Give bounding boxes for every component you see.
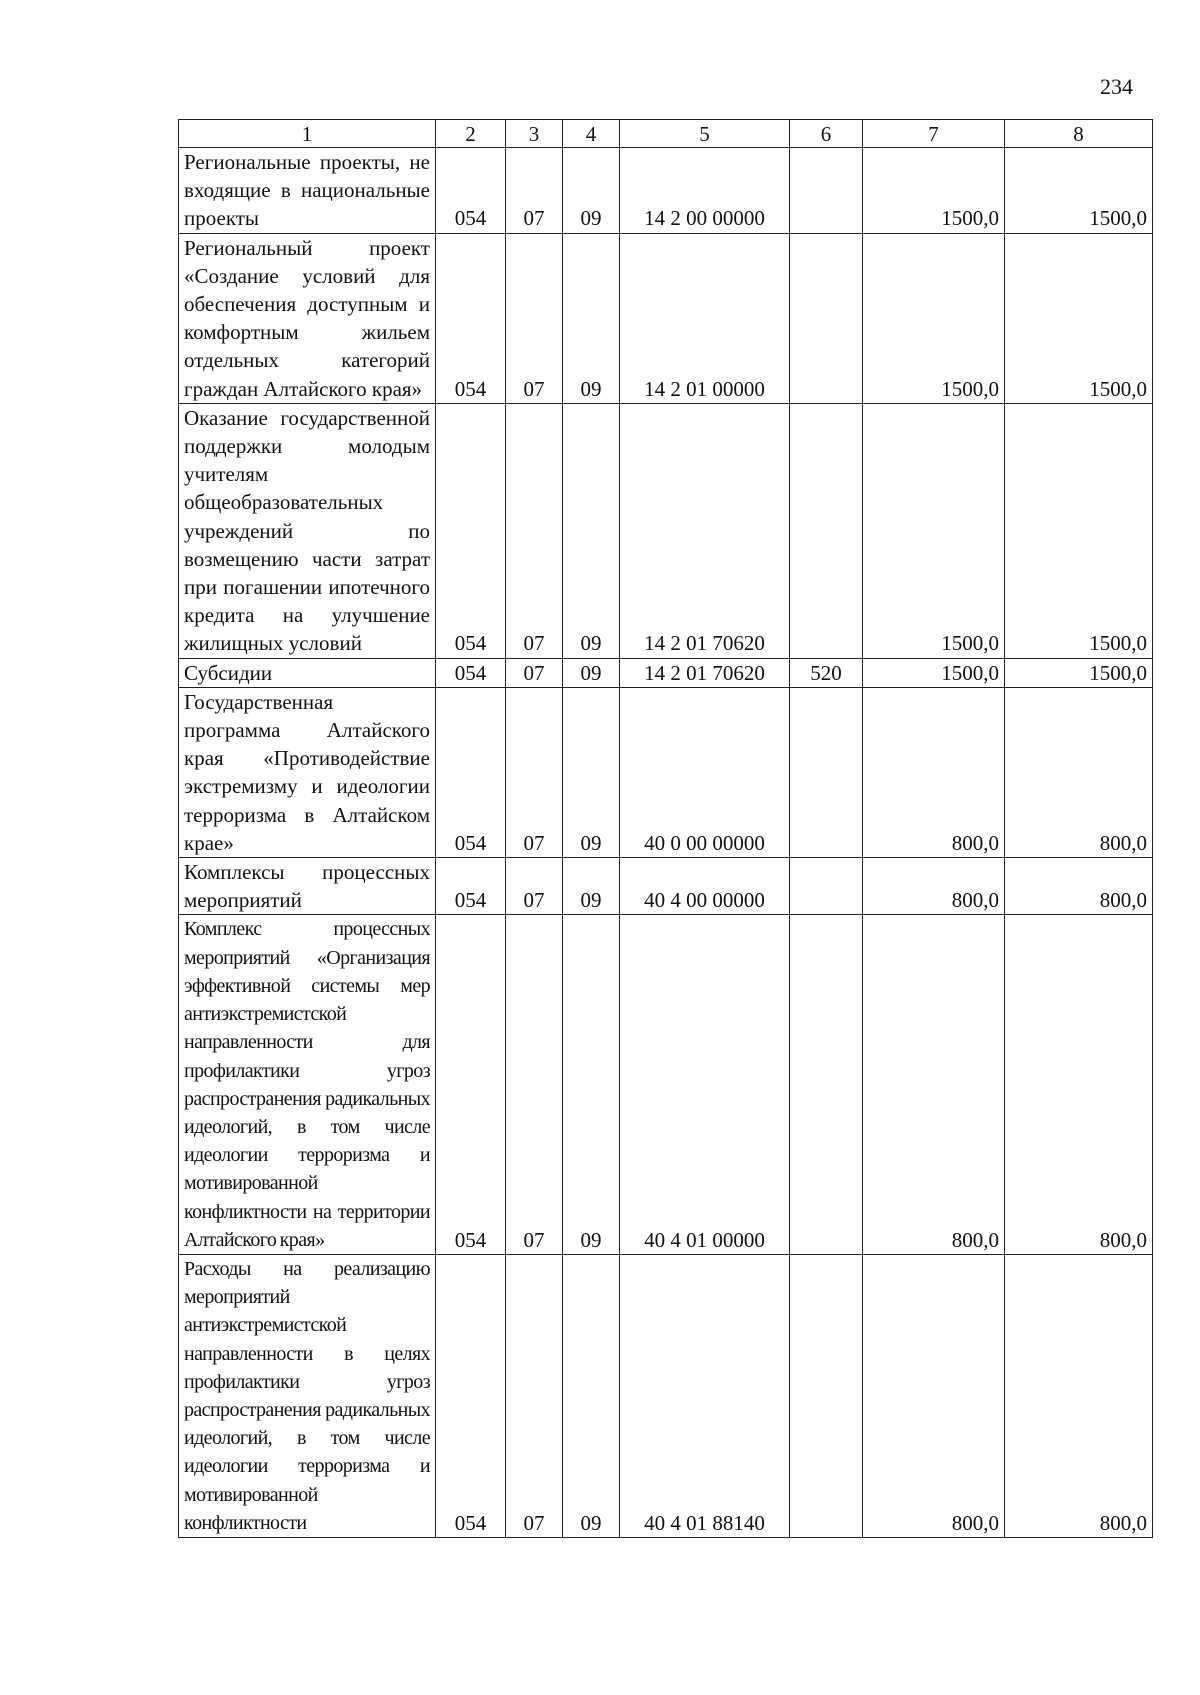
row-name: Расходы на реализацию мероприятий антиэкстремистской направленности в целях профилактики угроз распространения радикальных идеологий, в том числе идеологии терроризма и мотивированной конфликтности bbox=[179, 1254, 436, 1537]
column-header: 2 bbox=[436, 120, 506, 148]
target-article-code: 40 4 01 88140 bbox=[620, 1254, 790, 1537]
column-header: 6 bbox=[790, 120, 863, 148]
budget-table bbox=[178, 119, 1153, 1538]
row-name: Комплекс процессных мероприятий «Организация эффективной системы мер антиэкстремистской направленности для профилактики угроз распространения радикальных идеологий, в том числе идеологии терроризма и мотивированной конфликтности на территории Алтайского края» bbox=[179, 915, 436, 1254]
subsection-code: 09 bbox=[563, 233, 620, 403]
table-row bbox=[179, 233, 1153, 403]
subsection-code: 09 bbox=[563, 858, 620, 915]
amount-year-2: 1500,0 bbox=[1005, 403, 1153, 658]
table-row bbox=[179, 858, 1153, 915]
expense-type-code bbox=[790, 233, 863, 403]
amount-year-2: 800,0 bbox=[1005, 858, 1153, 915]
table-row bbox=[179, 915, 1153, 1254]
grbs-code: 054 bbox=[436, 403, 506, 658]
table-row bbox=[179, 148, 1153, 234]
amount-year-1: 1500,0 bbox=[863, 148, 1005, 234]
section-code: 07 bbox=[506, 915, 563, 1254]
amount-year-1: 800,0 bbox=[863, 915, 1005, 1254]
subsection-code: 09 bbox=[563, 403, 620, 658]
page-number: 234 bbox=[1100, 74, 1133, 99]
row-name: Комплексы процессных мероприятий bbox=[179, 858, 436, 915]
row-name: Государственная программа Алтайского края «Противодействие экстремизму и идеологии терроризма в Алтайском крае» bbox=[179, 687, 436, 857]
subsection-code: 09 bbox=[563, 148, 620, 234]
grbs-code: 054 bbox=[436, 233, 506, 403]
subsection-code: 09 bbox=[563, 658, 620, 687]
target-article-code: 14 2 01 00000 bbox=[620, 233, 790, 403]
column-header: 1 bbox=[179, 120, 436, 148]
table-row bbox=[179, 1254, 1153, 1537]
section-code: 07 bbox=[506, 148, 563, 234]
subsection-code: 09 bbox=[563, 1254, 620, 1537]
section-code: 07 bbox=[506, 658, 563, 687]
column-header: 3 bbox=[506, 120, 563, 148]
column-header: 4 bbox=[563, 120, 620, 148]
amount-year-1: 800,0 bbox=[863, 1254, 1005, 1537]
table-row bbox=[179, 403, 1153, 658]
expense-type-code bbox=[790, 148, 863, 234]
amount-year-2: 1500,0 bbox=[1005, 148, 1153, 234]
amount-year-2: 1500,0 bbox=[1005, 233, 1153, 403]
grbs-code: 054 bbox=[436, 1254, 506, 1537]
column-header: 8 bbox=[1005, 120, 1153, 148]
amount-year-1: 800,0 bbox=[863, 858, 1005, 915]
amount-year-1: 1500,0 bbox=[863, 403, 1005, 658]
grbs-code: 054 bbox=[436, 915, 506, 1254]
target-article-code: 14 2 00 00000 bbox=[620, 148, 790, 234]
amount-year-2: 1500,0 bbox=[1005, 658, 1153, 687]
section-code: 07 bbox=[506, 403, 563, 658]
expense-type-code: 520 bbox=[790, 658, 863, 687]
expense-type-code bbox=[790, 1254, 863, 1537]
row-name: Региональный проект «Создание условий для обеспечения доступным и комфортным жильем отдельных категорий граждан Алтайского края» bbox=[179, 233, 436, 403]
table-row bbox=[179, 687, 1153, 857]
column-header: 5 bbox=[620, 120, 790, 148]
table-header-row bbox=[179, 120, 1153, 148]
column-header: 7 bbox=[863, 120, 1005, 148]
grbs-code: 054 bbox=[436, 658, 506, 687]
expense-type-code bbox=[790, 403, 863, 658]
target-article-code: 40 4 00 00000 bbox=[620, 858, 790, 915]
section-code: 07 bbox=[506, 1254, 563, 1537]
row-name: Оказание государственной поддержки молодым учителям общеобразовательных учреждений по возмещению части затрат при погашении ипотечного кредита на улучшение жилищных условий bbox=[179, 403, 436, 658]
subsection-code: 09 bbox=[563, 687, 620, 857]
target-article-code: 14 2 01 70620 bbox=[620, 658, 790, 687]
amount-year-2: 800,0 bbox=[1005, 1254, 1153, 1537]
section-code: 07 bbox=[506, 858, 563, 915]
grbs-code: 054 bbox=[436, 148, 506, 234]
target-article-code: 14 2 01 70620 bbox=[620, 403, 790, 658]
amount-year-1: 1500,0 bbox=[863, 233, 1005, 403]
amount-year-1: 1500,0 bbox=[863, 658, 1005, 687]
target-article-code: 40 4 01 00000 bbox=[620, 915, 790, 1254]
grbs-code: 054 bbox=[436, 687, 506, 857]
target-article-code: 40 0 00 00000 bbox=[620, 687, 790, 857]
row-name: Региональные проекты, не входящие в национальные проекты bbox=[179, 148, 436, 234]
table-row bbox=[179, 658, 1153, 687]
expense-type-code bbox=[790, 687, 863, 857]
subsection-code: 09 bbox=[563, 915, 620, 1254]
section-code: 07 bbox=[506, 687, 563, 857]
expense-type-code bbox=[790, 858, 863, 915]
row-name: Субсидии bbox=[179, 658, 436, 687]
amount-year-1: 800,0 bbox=[863, 687, 1005, 857]
amount-year-2: 800,0 bbox=[1005, 915, 1153, 1254]
grbs-code: 054 bbox=[436, 858, 506, 915]
amount-year-2: 800,0 bbox=[1005, 687, 1153, 857]
expense-type-code bbox=[790, 915, 863, 1254]
section-code: 07 bbox=[506, 233, 563, 403]
